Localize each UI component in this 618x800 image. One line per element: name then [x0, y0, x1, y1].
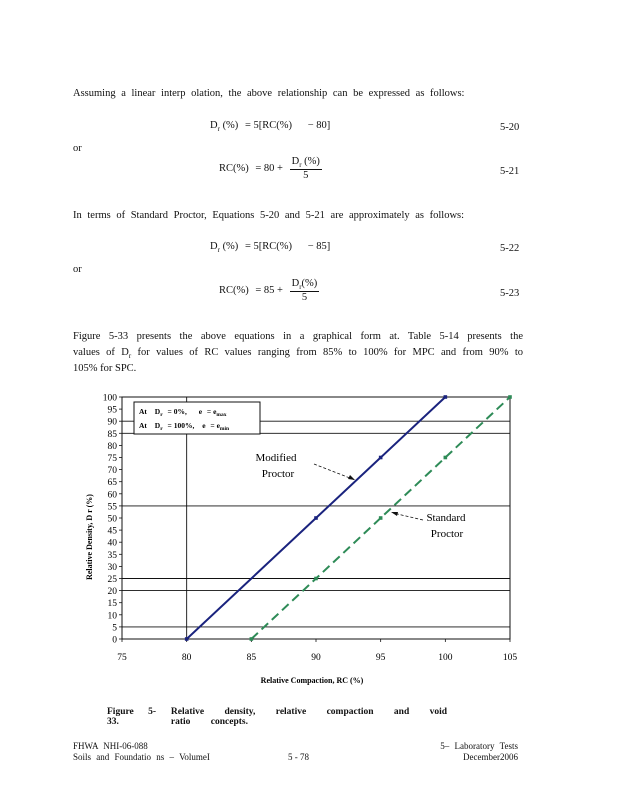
footer-right: 5– Laboratory Tests December2006	[440, 741, 518, 762]
legend-row-dmax: At $D_r$ = 100%, e = $e_{min}$	[139, 421, 230, 432]
data-point-standard-proctor	[508, 395, 512, 399]
caption-text: Relative density, relative compaction and void ratio concepts.	[170, 707, 448, 727]
x-tick-label: 95	[375, 653, 386, 663]
annotation-arrowhead	[391, 512, 398, 516]
intro-paragraph: Assuming a linear interp olation, the above relationship can be expressed as follows:	[73, 88, 465, 99]
data-point-standard-proctor	[314, 577, 318, 581]
y-tick-label: 75	[107, 454, 117, 464]
y-tick-label: 5	[112, 623, 117, 634]
y-tick-label: 100	[102, 393, 117, 404]
annotation-standard-line1: Standard	[426, 512, 466, 524]
equation-number: 5-20	[500, 122, 520, 133]
y-tick-label: 35	[107, 550, 117, 561]
or-label: or	[73, 143, 82, 154]
data-point-modified-proctor	[185, 637, 189, 641]
y-tick-label: 10	[107, 611, 117, 622]
x-tick-label: 100	[438, 653, 453, 663]
data-point-modified-proctor	[444, 395, 448, 399]
figure-caption	[107, 707, 477, 727]
standard-proctor-paragraph: In terms of Standard Proctor, Equations 5-20 and 5-21 are approximately as follows:	[73, 210, 465, 221]
footer-left: FHWA NHI-06-088 Soils and Foundatio ns – VolumeI	[73, 741, 210, 762]
y-tick-label: 45	[107, 526, 117, 537]
equation-number: 5-23	[500, 288, 520, 299]
y-tick-label: 20	[107, 587, 117, 598]
legend-row-dmin: At $D_r$ = 0%, e = $e_{max}$	[139, 407, 227, 418]
y-axis-title: Relative Density, D r (%)	[85, 494, 94, 580]
x-tick-label: 85	[246, 653, 257, 663]
x-axis-title: Relative Compaction, RC (%)	[260, 676, 364, 685]
annotation-modified-line2: Proctor	[261, 468, 295, 480]
x-tick-label: 90	[311, 653, 321, 663]
y-tick-label: 90	[107, 417, 117, 428]
y-tick-label: 70	[107, 466, 117, 477]
y-tick-label: 95	[107, 405, 117, 416]
x-tick-label: 80	[181, 653, 192, 663]
y-tick-label: 80	[107, 441, 117, 452]
equation-number: 5-22	[500, 243, 520, 254]
equation-number: 5-21	[500, 166, 520, 177]
equation-5-21: RC(%) = 80 + $\frac{D_r (\%)}{5}$	[219, 156, 320, 182]
data-point-standard-proctor	[444, 456, 448, 460]
y-tick-label: 0	[112, 635, 117, 646]
y-tick-label: 60	[107, 490, 117, 501]
figure-paragraph-line: Figure 5-33 presents the above equations in a graphical form at. Table 5-14 presents the	[73, 331, 523, 342]
data-point-modified-proctor	[379, 456, 383, 460]
annotation-arrowhead	[348, 475, 355, 480]
x-tick-label: 75	[117, 653, 127, 663]
equation-5-20: $D_r$ (%) = 5[RC(%) − 80]	[210, 120, 331, 134]
y-tick-label: 55	[107, 502, 117, 513]
figure-paragraph-line: values of $D_r$ for values of RC values ranging from 85% to 100% for MPC and from 90% to	[73, 347, 523, 361]
y-tick-label: 85	[107, 429, 117, 440]
x-tick-label: 105	[502, 653, 518, 663]
y-tick-label: 15	[107, 599, 117, 610]
caption-label: Figure 5-33.	[107, 707, 157, 727]
annotation-standard-arrow	[393, 513, 423, 520]
figure-paragraph-line: 105% for SPC.	[73, 363, 137, 374]
y-tick-label: 65	[107, 478, 117, 489]
y-tick-label: 30	[107, 562, 117, 573]
y-tick-label: 25	[107, 575, 117, 585]
data-point-standard-proctor	[250, 637, 254, 641]
annotation-standard-line2: Proctor	[430, 528, 464, 540]
page-number: 5 - 78	[288, 752, 309, 762]
y-tick-label: 50	[107, 514, 117, 525]
equation-5-23: RC(%) = 85 + $\frac{D_r(\%)}{5}$	[219, 278, 318, 304]
data-point-modified-proctor	[314, 516, 318, 520]
relative-density-chart	[0, 385, 618, 695]
y-tick-label: 40	[107, 538, 117, 549]
data-point-standard-proctor	[379, 516, 383, 520]
annotation-modified-line1: Modified	[255, 452, 297, 464]
or-label: or	[73, 264, 82, 275]
equation-5-22: $D_r$ (%) = 5[RC(%) − 85]	[210, 241, 331, 255]
chart-legend-box	[134, 402, 260, 434]
